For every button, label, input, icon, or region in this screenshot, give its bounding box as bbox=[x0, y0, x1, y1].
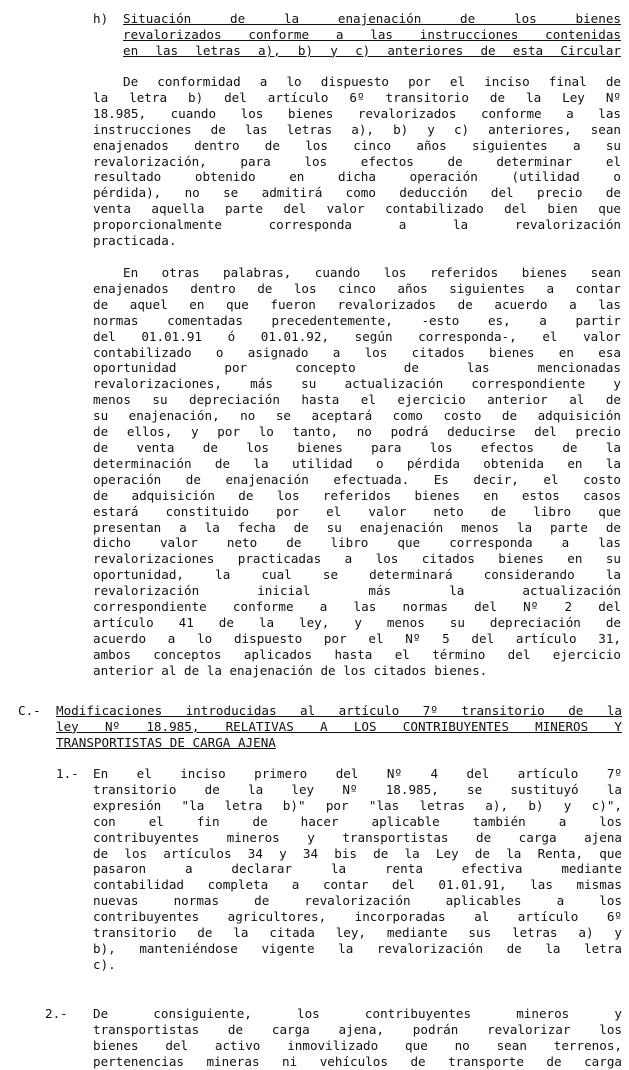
text-line: transitorio de la citada ley, mediante sus letras a) y bbox=[93, 925, 622, 941]
text-line: transitorio de la ley Nº 18.985, se sustituyó la bbox=[93, 781, 622, 797]
section-h-marker: h) bbox=[93, 11, 109, 26]
item-2-text bbox=[93, 1006, 622, 1070]
text-line: nuevas normas de revalorización aplicables a los bbox=[93, 893, 622, 909]
text-line: correspondiente conforme a las normas del Nº 2 del bbox=[93, 599, 621, 615]
item-1-text bbox=[93, 766, 622, 973]
text-line: de aquel en que fueron revalorizados de acuerdo a las bbox=[93, 296, 621, 312]
text-line: revalorización inicial más la actualización bbox=[93, 583, 621, 599]
text-line: enajenados dentro de los cinco años siguientes a su bbox=[93, 137, 621, 153]
text-line: de venta de los bienes para los efectos de la bbox=[93, 439, 621, 455]
item-1-marker: 1.- bbox=[56, 766, 79, 781]
heading-line: Situación de la enajenación de los bienes bbox=[123, 11, 621, 26]
text-line: revalorizaciones practicadas a los citados bienes en su bbox=[93, 551, 621, 567]
text-line: su enajenación, no se aceptará como costo de adquisición bbox=[93, 408, 621, 424]
text-line: revalorizaciones, más su actualización correspondiente y bbox=[93, 376, 621, 392]
text-line: de ellos, y por lo tanto, no podrá deducirse del precio bbox=[93, 424, 621, 440]
text-line: pertenencias mineras ni vehículos de transporte de carga bbox=[93, 1053, 622, 1069]
text-line: estará constituido por el valor neto de libro que bbox=[93, 503, 621, 519]
text-line: proporcionalmente corresponda a la revalorización bbox=[93, 217, 621, 233]
text-line: revalorización, para los efectos de determinar el bbox=[93, 153, 621, 169]
text-line: contabilizado o asignado a los citados bienes en esa bbox=[93, 344, 621, 360]
section-h-paragraph-1 bbox=[93, 74, 621, 249]
text-line: enajenados dentro de los cinco años siguientes a contar bbox=[93, 280, 621, 296]
text-line: venta aquella parte del valor contabilizado del bien que bbox=[93, 201, 621, 217]
text-line: De conformidad a lo dispuesto por el inciso final de bbox=[123, 74, 621, 89]
text-line: pasaron a declarar la renta efectiva mediante bbox=[93, 861, 622, 877]
text-line: del 01.01.91 ó 01.01.92, según corresponda-, el valor bbox=[93, 328, 621, 344]
text-line: oportunidad por concepto de las mencionadas bbox=[93, 360, 621, 376]
text-line: De consiguiente, los contribuyentes mineros y bbox=[93, 1006, 622, 1021]
text-line: practicada. bbox=[93, 233, 177, 249]
heading-line: revalorizados conforme a las instrucciones contenidas bbox=[123, 26, 621, 42]
section-h-heading bbox=[123, 11, 621, 59]
text-line: normas comentadas precedentemente, -esto es, a partir bbox=[93, 312, 621, 328]
text-line: transportistas de carga ajena, podrán revalorizar los bbox=[93, 1021, 622, 1037]
text-line: operación de enajenación efectuada. Es decir, el costo bbox=[93, 471, 621, 487]
text-line: artículo 41 de la ley, y menos su depreciación de bbox=[93, 614, 621, 630]
text-line: 18.985, cuando los bienes revalorizados conforme a las bbox=[93, 105, 621, 121]
section-h-paragraph-2 bbox=[93, 265, 621, 679]
text-line: contabilidad completa a contar del 01.01.91, las mismas bbox=[93, 877, 622, 893]
heading-line: en las letras a), b) y c) anteriores de esta Circular bbox=[123, 42, 621, 58]
text-line: instrucciones de las letras a), b) y c) anteriores, sean bbox=[93, 121, 621, 137]
section-c-marker: C.- bbox=[18, 703, 41, 718]
text-line: de los artículos 34 y 34 bis de la Ley de la Renta, que bbox=[93, 845, 622, 861]
heading-line: ley Nº 18.985, RELATIVAS A LOS CONTRIBUYENTES MINEROS Y bbox=[56, 718, 622, 734]
text-line: con el fin de hacer aplicable también a los bbox=[93, 813, 622, 829]
text-line: la letra b) del artículo 6º transitorio de la Ley Nº bbox=[93, 89, 621, 105]
text-line: contribuyentes agricultores, incorporadas al artículo 6º bbox=[93, 909, 622, 925]
heading-line: Modificaciones introducidas al artículo 7º transitorio de la bbox=[56, 703, 622, 718]
text-line: oportunidad, la cual se determinará considerando la bbox=[93, 567, 621, 583]
text-line: acuerdo a lo dispuesto por el Nº 5 del artículo 31, bbox=[93, 630, 621, 646]
text-line: b), manteniéndose vigente la revalorización de la letra bbox=[93, 940, 622, 956]
text-line: resultado obtenido en dicha operación (utilidad o bbox=[93, 169, 621, 185]
text-line: de adquisición de los referidos bienes en estos casos bbox=[93, 487, 621, 503]
text-line: presentan a la fecha de su enajenación menos la parte de bbox=[93, 519, 621, 535]
text-line: determinación de la utilidad o pérdida obtenida en la bbox=[93, 455, 621, 471]
text-line: En el inciso primero del Nº 4 del artículo 7º bbox=[93, 766, 622, 781]
item-2-marker: 2.- bbox=[45, 1006, 68, 1021]
text-line: c). bbox=[93, 956, 116, 972]
text-line: dicho valor neto de libro que corresponda a las bbox=[93, 535, 621, 551]
text-line: anterior al de la enajenación de los citados bienes. bbox=[93, 662, 488, 678]
text-line: En otras palabras, cuando los referidos bienes sean bbox=[123, 265, 621, 280]
text-line: ambos conceptos aplicados hasta el término del ejercicio bbox=[93, 646, 621, 662]
heading-line: TRANSPORTISTAS DE CARGA AJENA bbox=[56, 734, 276, 750]
section-c-heading bbox=[56, 703, 622, 751]
text-line: expresión "la letra b)" por "las letras a), b) y c)", bbox=[93, 797, 622, 813]
text-line: menos su depreciación hasta el ejercicio anterior al de bbox=[93, 392, 621, 408]
text-line: contribuyentes mineros y transportistas de carga ajena bbox=[93, 829, 622, 845]
text-line: pérdida), no se admitirá como deducción del precio de bbox=[93, 185, 621, 201]
text-line: bienes del activo inmovilizado que no sean terrenos, bbox=[93, 1037, 622, 1053]
